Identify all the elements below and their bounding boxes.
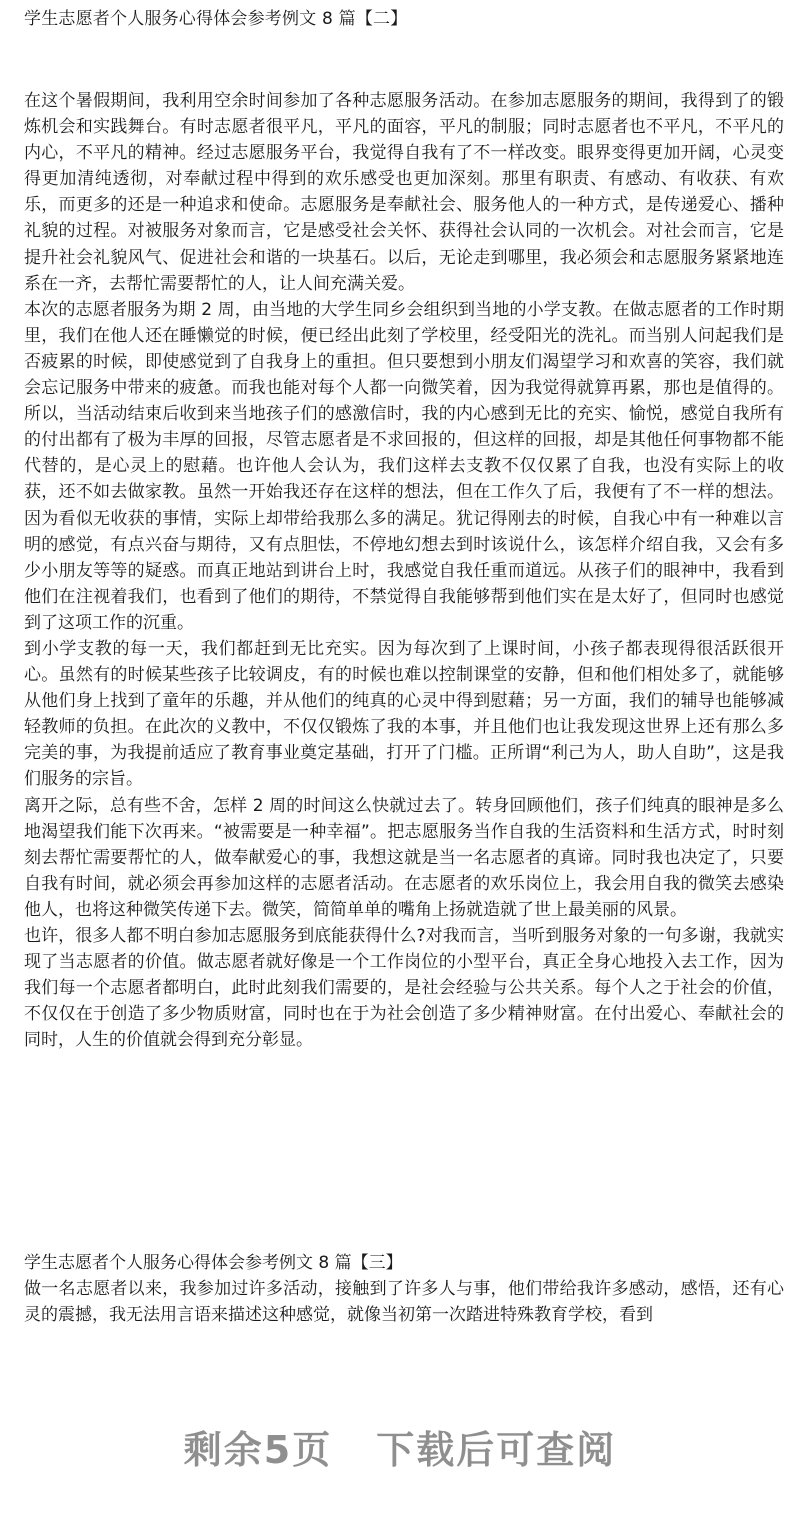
download-prompt-label: 下载后可查阅 bbox=[376, 1428, 617, 1472]
remaining-pages-label: 剩余5页 bbox=[183, 1428, 333, 1472]
download-prompt-banner[interactable] bbox=[0, 1410, 800, 1490]
paragraph: 在这个暑假期间，我利用空余时间参加了各种志愿服务活动。在参加志愿服务的期间，我得到了的锻炼机会和实践舞台。有时志愿者很平凡，平凡的面容，平凡的制服；同时志愿者也不平凡，不平凡的内心，不平凡的精神。经过志愿服务平台，我觉得自我有了不一样改变。眼界变得更加开阔，心灵变得更加清纯透彻，对奉献过程中得到的欢乐感受也更加深刻。那里有职责、有感动、有收获、有欢乐，而更多的还是一种追求和使命。志愿服务是奉献社会、服务他人的一种方式，是传递爱心、播种礼貌的过程。对被服务对象而言，它是感受社会关怀、获得社会认同的一次机会。对社会而言，它是提升社会礼貌风气、促进社会和谐的一块基石。以后，无论走到哪里，我必须会和志愿服务紧紧地连系在一齐，去帮忙需要帮忙的人，让人间充满关爱。 bbox=[24, 91, 784, 294]
paragraph: 也许，很多人都不明白参加志愿服务到底能获得什么?对我而言，当听到服务对象的一句多谢，我就实现了当志愿者的价值。做志愿者就好像是一个工作岗位的小型平台，真正全身心地投入去工作，因为我们每一个志愿者都明白，此时此刻我们需要的，是社会经验与公共关系。每个人之于社会的价值，不仅仅在于创造了多少物质财富，同时也在于为社会创造了多少精神财富。在付出爱心、奉献社会的同时，人生的价值就会得到充分彰显。 bbox=[24, 926, 784, 1051]
paragraph: 到小学支教的每一天，我们都赶到无比充实。因为每次到了上课时间，小孩子都表现得很活跃很开心。虽然有的时候某些孩子比较调皮，有的时候也难以控制课堂的安静，但和他们相处多了，就能够从他们身上找到了童年的乐趣，并从他们的纯真的心灵中得到慰藉；另一方面，我们的辅导也能够减轻教师的负担。在此次的义教中，不仅仅锻炼了我的本事，并且他们也让我发现这世界上还有那么多完美的事，为我提前适应了教育事业奠定基础，打开了门槛。正所谓“利己为人，助人自助”，这是我们服务的宗旨。 bbox=[24, 638, 784, 790]
paragraph: 本次的志愿者服务为期 2 周，由当地的大学生同乡会组织到当地的小学支教。在做志愿者的工作时期里，我们在他人还在睡懒觉的时候，便已经出此刻了学校里，经受阳光的洗礼。而当别人问起我们是否疲累的时候，即使感觉到了自我身上的重担。但只要想到小朋友们渴望学习和欢喜的笑容，我们就会忘记服务中带来的疲惫。而我也能对每个人都一向微笑着，因为我觉得就算再累，那也是值得的。所以，当活动结束后收到来当地孩子们的感激信时，我的内心感到无比的充实、愉悦，感觉自我所有的付出都有了极为丰厚的回报，尽管志愿者是不求回报的，但这样的回报，却是其他任何事物都不能代替的，是心灵上的慰藉。也许他人会认为，我们这样去支教不仅仅累了自我，也没有实际上的收获，还不如去做家教。虽然一开始我还存在这样的想法，但在工作久了后，我便有了不一样的想法。因为看似无收获的事情，实际上却带给我那么多的满足。犹记得刚去的时候，自我心中有一种难以言明的感觉，有点兴奋与期待，又有点胆怯，不停地幻想去到时该说什么，该怎样介绍自我，又会有多少小朋友等等的疑惑。而真正地站到讲台上时，我感觉自我任重而道远。从孩子们的眼神中，我看到他们在注视着我们，也看到了他们的期待，不禁觉得自我能够帮到他们实在是太好了，但同时也感觉到了这项工作的沉重。 bbox=[24, 299, 784, 633]
section-body bbox=[24, 1250, 784, 1328]
section-title: 学生志愿者个人服务心得体会参考例文 8 篇【二】 bbox=[24, 9, 408, 29]
section-title: 学生志愿者个人服务心得体会参考例文 8 篇【三】 bbox=[24, 1253, 403, 1273]
paragraph: 做一名志愿者以来，我参加过许多活动，接触到了许多人与事，他们带给我许多感动，感悟，还有心灵的震撼，我无法用言语来描述这种感觉，就像当初第一次踏进特殊教育学校，看到 bbox=[24, 1279, 784, 1326]
paragraph: 离开之际，总有些不舍，怎样 2 周的时间这么快就过去了。转身回顾他们，孩子们纯真的眼神是多么地渴望我们能下次再来。“被需要是一种幸福”。把志愿服务当作自我的生活资料和生活方式，时时刻刻去帮忙需要帮忙的人，做奉献爱心的事，我想这就是当一名志愿者的真谛。同时我也决定了，只要自我有时间，就必须会再参加这样的志愿者活动。在志愿者的欢乐岗位上，我会用自我的微笑去感染他人，也将这种微笑传递下去。微笑，简简单单的嘴角上扬就造就了世上最美丽的风景。 bbox=[24, 795, 784, 920]
section-body bbox=[24, 88, 784, 1053]
